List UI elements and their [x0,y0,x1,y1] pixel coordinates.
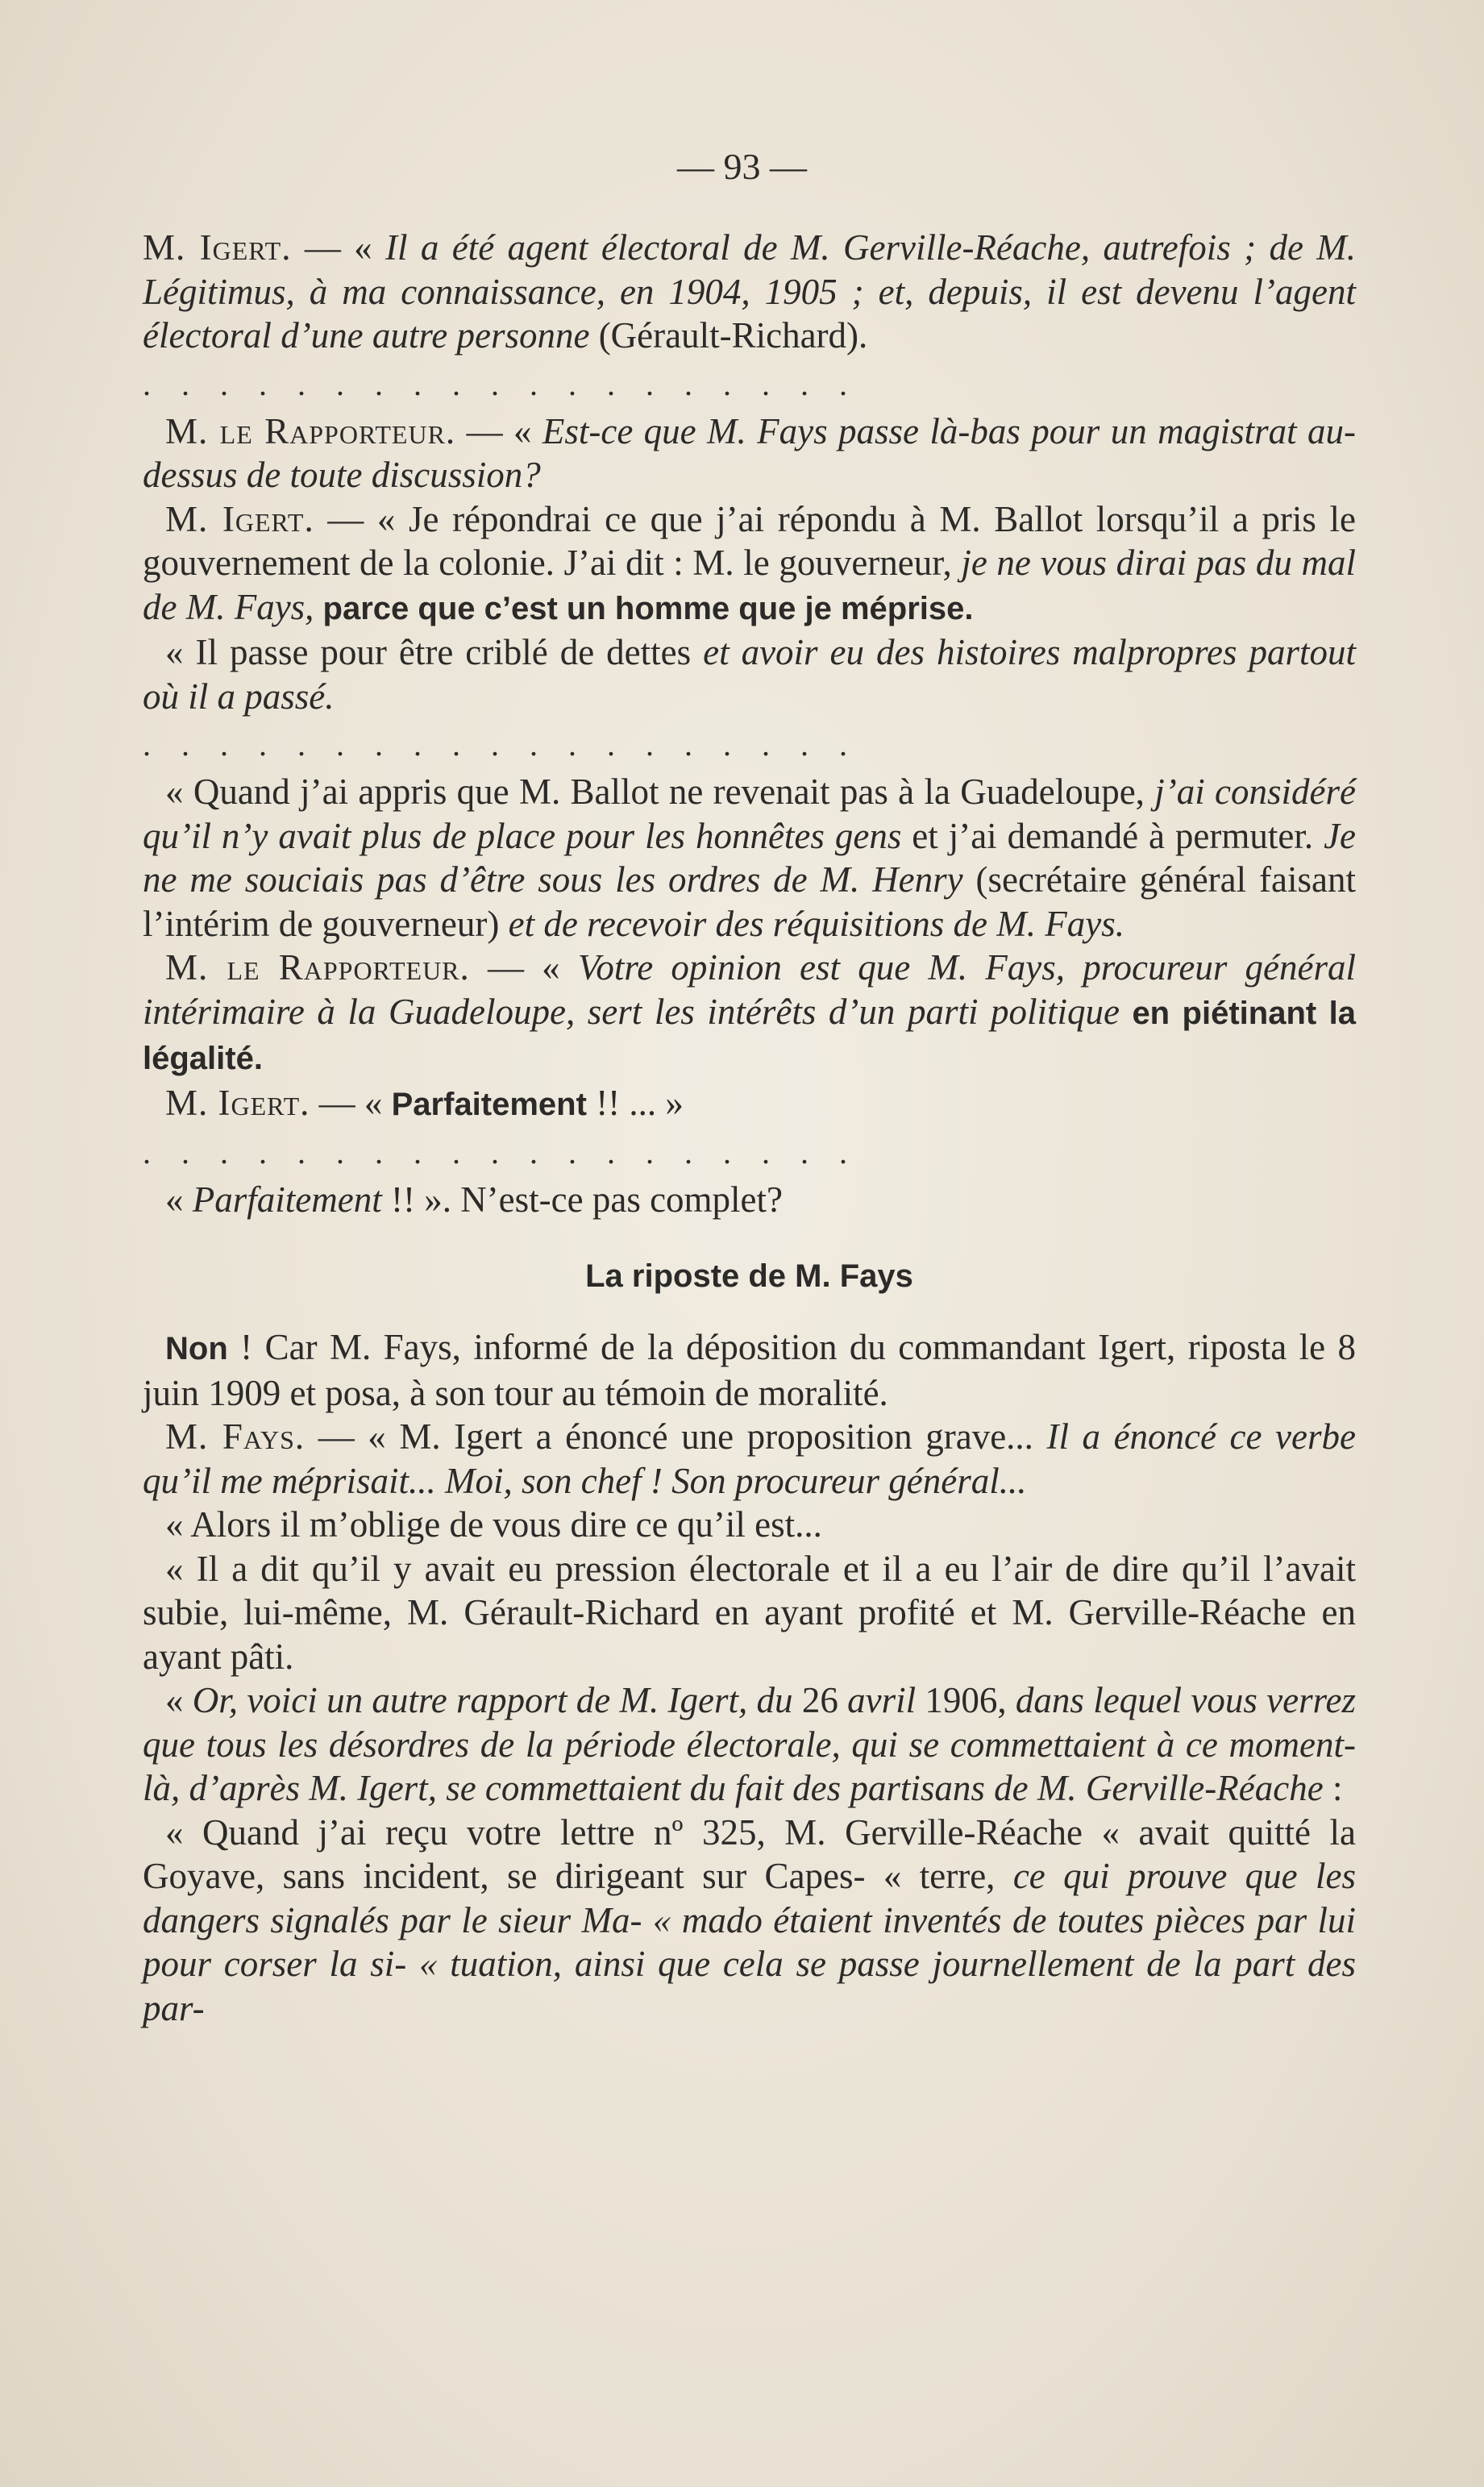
paragraph-fays-4: « Or, voici un autre rapport de M. Igert, du 26 avril 1906, dans lequel vous verrez que tous les désordres de la période électorale, qui se commettaient à ce moment-là, d’après M. Igert, se commettaient du fait des partisans de M. Gerville-Réache : [143,1680,1356,1808]
section-heading: La riposte de M. Fays [585,1258,913,1294]
paragraph-fays-3: « Il a dit qu’il y avait eu pression électorale et il a eu l’air de dire qu’il l’avait subie, lui-même, M. Gérault-Richard en ayant profité et M. Gerville-Réache en ayant pâti. [143,1548,1356,1677]
paragraph-fays-2: « Alors il m’oblige de vous dire ce qu’il est... [165,1504,822,1545]
paragraph-igert-2: M. Igert. — « Je répondrai ce que j’ai répondu à M. Ballot lorsqu’il a pris le gouvernement de la colonie. J’ai dit : M. le gouverneur, je ne vous dirai pas du mal de M. Fays, parce que c’est un homme que je méprise. [143,498,1356,627]
paragraph-igert-1: M. Igert. — « Il a été agent électoral de M. Gerville-Réache, autrefois ; de M. Légitimus, à ma connaissance, en 1904, 1905 ; et, depuis, il est devenu l’agent électoral d’une autre personne (Gérault-Richard). [143,227,1357,356]
paragraph-narrative: Non ! Car M. Fays, informé de la déposition du commandant Igert, riposta le 8 juin 1909 et posa, à son tour au témoin de moralité. [143,1327,1356,1413]
speaker-label: M. Fays. [165,1416,306,1457]
speaker-label: M. Igert. [165,498,314,539]
ellipsis-line: ................... [143,726,878,763]
speaker-label: M. Igert. [165,1082,310,1123]
body-text [143,226,1356,2030]
paragraph-igert-3: « Il passe pour être criblé de dettes et avoir eu des histoires malpropres partout où il a passé. [143,632,1356,717]
speaker-label: M. Igert. [143,227,292,268]
speaker-label: M. le Rapporteur. [165,947,470,988]
paragraph-fays-quote: « Quand j’ai reçu votre lettre nº 325, M. Gerville-Réache « avait quitté la Goyave, sans incident, se dirigeant sur Capes- « terre, ce qui prouve que les dangers signalés par le sieur Ma- « mado étaient inventés de toutes pièces par lui pour corser la si- « tuation, ainsi que cela se passe journellement de la part des par- [143,1811,1357,2028]
page-number: — 93 — [677,146,807,187]
paragraph-comment: « Parfaitement !! ». N’est-ce pas complet? [165,1179,784,1220]
speaker-label: M. le Rapporteur. [165,410,456,451]
paragraph-fays-1: M. Fays. — « M. Igert a énoncé une proposition grave... Il a énoncé ce verbe qu’il me méprisait... Moi, son chef ! Son procureur général... [143,1416,1356,1501]
paragraph-rapporteur-2: M. le Rapporteur. — « Votre opinion est que M. Fays, procureur général intérimaire à la Guadeloupe, sert les intérêts d’un parti politique en piétinant la légalité. [143,947,1356,1076]
paragraph-rapporteur-1: M. le Rapporteur. — « Est-ce que M. Fays passe là-bas pour un magistrat au-dessus de toute discussion? [143,410,1357,495]
paragraph-igert-5: M. Igert. — « Parfaitement !! ... » [165,1082,684,1123]
paragraph-igert-4: « Quand j’ai appris que M. Ballot ne revenait pas à la Guadeloupe, j’ai considéré qu’il n’y avait plus de place pour les honnêtes gens et j’ai demandé à permuter. Je ne me souciais pas d’être sous les ordres de M. Henry (secrétaire général faisant l’intérim de gouverneur) et de recevoir des réquisitions de M. Fays. [143,771,1357,944]
ellipsis-line: ................... [143,365,878,402]
ellipsis-line: ................... [143,1134,878,1171]
